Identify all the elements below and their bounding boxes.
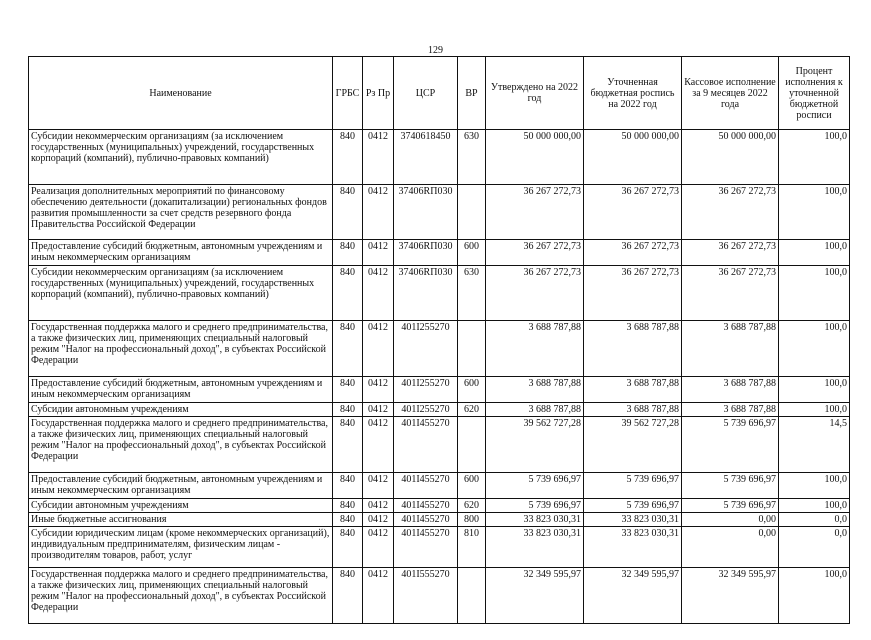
cell-approved: 36 267 272,73 <box>486 185 584 240</box>
cell-csr: 37406RП030 <box>394 185 458 240</box>
cell-approved: 3 688 787,88 <box>486 377 584 403</box>
cell-csr: 401I255270 <box>394 321 458 377</box>
header-rzpr: Рз Пр <box>363 57 394 130</box>
cell-vr <box>458 185 486 240</box>
cell-name: Субсидии автономным учреждениям <box>29 403 333 417</box>
table-row <box>29 185 850 240</box>
cell-rzpr: 0412 <box>363 417 394 473</box>
cell-grbs: 840 <box>333 403 363 417</box>
cell-vr <box>458 417 486 473</box>
cell-grbs: 840 <box>333 130 363 185</box>
cell-percent: 100,0 <box>779 473 850 499</box>
cell-percent: 100,0 <box>779 377 850 403</box>
cell-vr: 620 <box>458 403 486 417</box>
table-row <box>29 321 850 377</box>
cell-grbs: 840 <box>333 568 363 624</box>
cell-grbs: 840 <box>333 321 363 377</box>
cell-rzpr: 0412 <box>363 240 394 266</box>
cell-rzpr: 0412 <box>363 499 394 513</box>
cell-grbs: 840 <box>333 499 363 513</box>
cell-specified: 36 267 272,73 <box>584 266 682 321</box>
table-row <box>29 513 850 527</box>
table-row <box>29 527 850 568</box>
cell-executed: 5 739 696,97 <box>682 417 779 473</box>
cell-specified: 36 267 272,73 <box>584 240 682 266</box>
cell-approved: 32 349 595,97 <box>486 568 584 624</box>
cell-approved: 36 267 272,73 <box>486 266 584 321</box>
header-approved: Утверждено на 2022 год <box>486 57 584 130</box>
table-row <box>29 473 850 499</box>
cell-vr: 630 <box>458 266 486 321</box>
cell-vr: 600 <box>458 377 486 403</box>
cell-approved: 3 688 787,88 <box>486 321 584 377</box>
cell-percent: 100,0 <box>779 185 850 240</box>
cell-name: Предоставление субсидий бюджетным, автономным учреждениям и иным некоммерческим организациям <box>29 473 333 499</box>
cell-specified: 33 823 030,31 <box>584 527 682 568</box>
cell-name: Предоставление субсидий бюджетным, автономным учреждениям и иным некоммерческим организациям <box>29 240 333 266</box>
cell-grbs: 840 <box>333 527 363 568</box>
cell-csr: 401I255270 <box>394 377 458 403</box>
table-row <box>29 568 850 624</box>
cell-percent: 14,5 <box>779 417 850 473</box>
cell-rzpr: 0412 <box>363 321 394 377</box>
cell-approved: 50 000 000,00 <box>486 130 584 185</box>
cell-csr: 401I455270 <box>394 417 458 473</box>
cell-specified: 5 739 696,97 <box>584 499 682 513</box>
cell-csr: 401I455270 <box>394 473 458 499</box>
cell-rzpr: 0412 <box>363 185 394 240</box>
cell-name: Реализация дополнительных мероприятий по финансовому обеспечению деятельности (докапитализации) региональных фондов развития промышленности за счет средств резервного фонда Правительства Российской Федерации <box>29 185 333 240</box>
cell-csr: 37406RП030 <box>394 240 458 266</box>
cell-name: Субсидии юридическим лицам (кроме некоммерческих организаций), индивидуальным предпринимателям, физическим лицам - производителям товаров, работ, услуг <box>29 527 333 568</box>
cell-vr <box>458 568 486 624</box>
cell-grbs: 840 <box>333 417 363 473</box>
cell-executed: 5 739 696,97 <box>682 473 779 499</box>
cell-executed: 36 267 272,73 <box>682 240 779 266</box>
cell-percent: 0,0 <box>779 527 850 568</box>
table-row <box>29 417 850 473</box>
cell-specified: 39 562 727,28 <box>584 417 682 473</box>
cell-name: Государственная поддержка малого и среднего предпринимательства, а также физических лиц, применяющих специальный налоговый режим "Налог на профессиональный доход", в субъектах Российской Федерации <box>29 568 333 624</box>
cell-csr: 37406RП030 <box>394 266 458 321</box>
cell-executed: 36 267 272,73 <box>682 185 779 240</box>
header-name: Наименование <box>29 57 333 130</box>
cell-approved: 33 823 030,31 <box>486 527 584 568</box>
header-percent: Процент исполнения к уточненной бюджетной росписи <box>779 57 850 130</box>
header-vr: ВР <box>458 57 486 130</box>
cell-csr: 401I455270 <box>394 499 458 513</box>
cell-executed: 3 688 787,88 <box>682 403 779 417</box>
cell-csr: 401I255270 <box>394 403 458 417</box>
cell-approved: 3 688 787,88 <box>486 403 584 417</box>
cell-approved: 39 562 727,28 <box>486 417 584 473</box>
cell-grbs: 840 <box>333 266 363 321</box>
cell-executed: 3 688 787,88 <box>682 377 779 403</box>
cell-csr: 401I555270 <box>394 568 458 624</box>
cell-vr <box>458 321 486 377</box>
cell-executed: 3 688 787,88 <box>682 321 779 377</box>
header-row <box>29 57 850 130</box>
table-row <box>29 266 850 321</box>
cell-specified: 3 688 787,88 <box>584 321 682 377</box>
table-body <box>29 130 850 624</box>
header-csr: ЦСР <box>394 57 458 130</box>
cell-grbs: 840 <box>333 377 363 403</box>
cell-vr: 800 <box>458 513 486 527</box>
table-row <box>29 240 850 266</box>
cell-percent: 100,0 <box>779 499 850 513</box>
cell-specified: 36 267 272,73 <box>584 185 682 240</box>
header-executed: Кассовое исполнение за 9 месяцев 2022 года <box>682 57 779 130</box>
header-specified: Уточненная бюджетная роспись на 2022 год <box>584 57 682 130</box>
cell-executed: 32 349 595,97 <box>682 568 779 624</box>
cell-name: Иные бюджетные ассигнования <box>29 513 333 527</box>
cell-specified: 5 739 696,97 <box>584 473 682 499</box>
cell-grbs: 840 <box>333 185 363 240</box>
cell-rzpr: 0412 <box>363 473 394 499</box>
cell-rzpr: 0412 <box>363 403 394 417</box>
cell-executed: 0,00 <box>682 513 779 527</box>
cell-specified: 32 349 595,97 <box>584 568 682 624</box>
header-grbs: ГРБС <box>333 57 363 130</box>
cell-percent: 100,0 <box>779 130 850 185</box>
cell-vr: 620 <box>458 499 486 513</box>
cell-name: Предоставление субсидий бюджетным, автономным учреждениям и иным некоммерческим организациям <box>29 377 333 403</box>
cell-executed: 36 267 272,73 <box>682 266 779 321</box>
cell-specified: 33 823 030,31 <box>584 513 682 527</box>
table-row <box>29 130 850 185</box>
cell-percent: 100,0 <box>779 240 850 266</box>
cell-vr: 810 <box>458 527 486 568</box>
cell-name: Государственная поддержка малого и среднего предпринимательства, а также физических лиц, применяющих специальный налоговый режим "Налог на профессиональный доход", в субъектах Российской Федерации <box>29 417 333 473</box>
cell-vr: 630 <box>458 130 486 185</box>
cell-grbs: 840 <box>333 513 363 527</box>
cell-rzpr: 0412 <box>363 513 394 527</box>
cell-percent: 100,0 <box>779 266 850 321</box>
cell-percent: 100,0 <box>779 321 850 377</box>
cell-grbs: 840 <box>333 473 363 499</box>
cell-specified: 3 688 787,88 <box>584 403 682 417</box>
page-number: 129 <box>428 45 443 56</box>
cell-approved: 5 739 696,97 <box>486 473 584 499</box>
cell-vr: 600 <box>458 473 486 499</box>
cell-approved: 33 823 030,31 <box>486 513 584 527</box>
cell-name: Государственная поддержка малого и среднего предпринимательства, а также физических лиц, применяющих специальный налоговый режим "Налог на профессиональный доход", в субъектах Российской Федерации <box>29 321 333 377</box>
cell-rzpr: 0412 <box>363 130 394 185</box>
cell-rzpr: 0412 <box>363 527 394 568</box>
cell-rzpr: 0412 <box>363 568 394 624</box>
cell-approved: 36 267 272,73 <box>486 240 584 266</box>
cell-csr: 401I455270 <box>394 527 458 568</box>
cell-vr: 600 <box>458 240 486 266</box>
budget-table <box>28 56 850 624</box>
cell-approved: 5 739 696,97 <box>486 499 584 513</box>
cell-name: Субсидии автономным учреждениям <box>29 499 333 513</box>
cell-percent: 0,0 <box>779 513 850 527</box>
table-row <box>29 499 850 513</box>
cell-specified: 3 688 787,88 <box>584 377 682 403</box>
table-row <box>29 403 850 417</box>
cell-csr: 401I455270 <box>394 513 458 527</box>
cell-csr: 3740618450 <box>394 130 458 185</box>
cell-executed: 50 000 000,00 <box>682 130 779 185</box>
cell-executed: 5 739 696,97 <box>682 499 779 513</box>
cell-percent: 100,0 <box>779 568 850 624</box>
cell-grbs: 840 <box>333 240 363 266</box>
cell-rzpr: 0412 <box>363 377 394 403</box>
cell-specified: 50 000 000,00 <box>584 130 682 185</box>
cell-percent: 100,0 <box>779 403 850 417</box>
cell-rzpr: 0412 <box>363 266 394 321</box>
cell-name: Субсидии некоммерческим организациям (за исключением государственных (муниципальных) учреждений, государственных корпораций (компаний), публично-правовых компаний) <box>29 266 333 321</box>
cell-name: Субсидии некоммерческим организациям (за исключением государственных (муниципальных) учреждений, государственных корпораций (компаний), публично-правовых компаний) <box>29 130 333 185</box>
table-row <box>29 377 850 403</box>
cell-executed: 0,00 <box>682 527 779 568</box>
